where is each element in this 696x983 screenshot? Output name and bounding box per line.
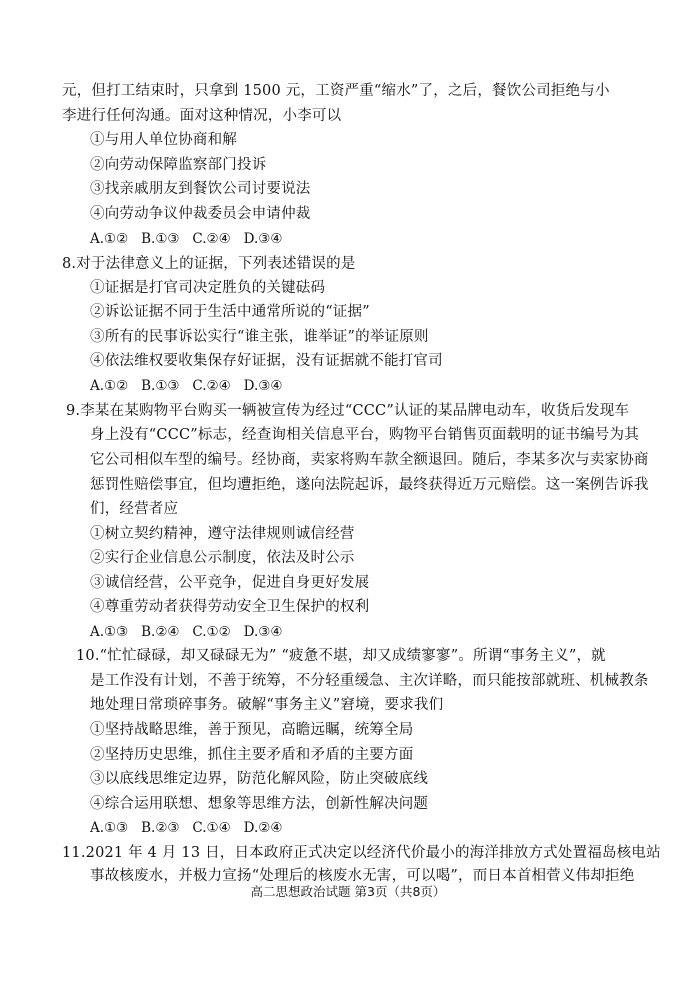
question-stem-line: 它公司相似车型的编号。经协商，卖家将购车款全额退回。随后，李某多次与卖家协商	[90, 452, 649, 468]
statement-item: ④向劳动争议仲裁委员会申请仲裁	[90, 206, 311, 222]
statement-item: ③诚信经营，公平竞争，促进自身更好发展	[90, 575, 370, 591]
statement-item: ①证据是打官司决定胜负的关键砝码	[90, 280, 326, 296]
statement-item: ④依法维权要收集保存好证据，没有证据就不能打官司	[90, 353, 443, 369]
statement-item: ②向劳动保障监察部门投诉	[90, 157, 267, 173]
question-stem-line: 9.李某在某购物平台购买一辆被宣传为经过“CCC”认证的某品牌电动车，收货后发现车	[66, 403, 630, 419]
statement-item: ②诉讼证据不同于生活中通常所说的“证据”	[90, 304, 370, 320]
statement-item: ③所有的民事诉讼实行“谁主张，谁举证”的举证原则	[90, 329, 429, 345]
question-stem-line: 元，但打工结束时，只拿到 1500 元，工资严重“缩水”了，之后，餐饮公司拒绝与小	[62, 83, 610, 99]
statement-item: ③找亲戚朋友到餐饮公司讨要说法	[90, 181, 311, 197]
statement-item: ②坚持历史思维，抓住主要矛盾和矛盾的主要方面	[90, 747, 414, 763]
statement-item: ①与用人单位协商和解	[90, 132, 237, 148]
question-stem-line: 事故核废水，并极力宣扬“处理后的核废水无害，可以喝”，而日本首相菅义伟却拒绝	[90, 868, 635, 884]
question-stem-line: 是工作没有计划，不善于统筹，不分轻重缓急、主次详略，而只能按部就班、机械教条	[90, 673, 649, 689]
answer-options: A.①② B.①③ C.②④ D.③④	[90, 231, 283, 247]
answer-options: A.①② B.①③ C.②④ D.③④	[90, 378, 283, 394]
statement-item: ④综合运用联想、想象等思维方法，创新性解决问题	[90, 796, 429, 812]
question-stem-line: 李进行任何沟通。面对这种情况，小李可以	[62, 108, 342, 124]
page-footer: 高二思想政治试题 第3页（共8页）	[250, 884, 446, 899]
answer-options: A.①③ B.②③ C.①④ D.②④	[90, 820, 283, 836]
statement-item: ④尊重劳动者获得劳动安全卫生保护的权利	[90, 599, 370, 615]
statement-item: ①树立契约精神，遵守法律规则诚信经营	[90, 526, 355, 542]
question-stem-line: 10.“忙忙碌碌，却又碌碌无为” “疲惫不堪，却又成绩寥寥”。所谓“事务主义”，就	[76, 648, 606, 664]
question-stem-line: 11.2021 年 4 月 13 日，日本政府正式决定以经济代价最小的海洋排放方式处置福岛核电站	[62, 845, 661, 861]
question-stem-line: 身上没有“CCC”标志，经查询相关信息平台，购物平台销售页面载明的证书编号为其	[90, 427, 639, 443]
question-stem-line: 们，经营者应	[90, 501, 179, 517]
question-stem-line: 惩罚性赔偿事宜，但均遭拒绝，遂向法院起诉，最终获得近万元赔偿。这一案例告诉我	[90, 477, 649, 493]
statement-item: ②实行企业信息公示制度，依法及时公示	[90, 550, 355, 566]
answer-options: A.①③ B.②④ C.①② D.③④	[90, 624, 283, 640]
statement-item: ③以底线思维定边界，防范化解风险，防止突破底线	[90, 771, 429, 787]
question-stem-line: 地处理日常琐碎事务。破解“事务主义”窘境，要求我们	[90, 697, 444, 713]
statement-item: ①坚持战略思维，善于预见，高瞻远瞩，统筹全局	[90, 722, 414, 738]
question-stem-line: 8.对于法律意义上的证据，下列表述错误的是	[62, 256, 356, 272]
